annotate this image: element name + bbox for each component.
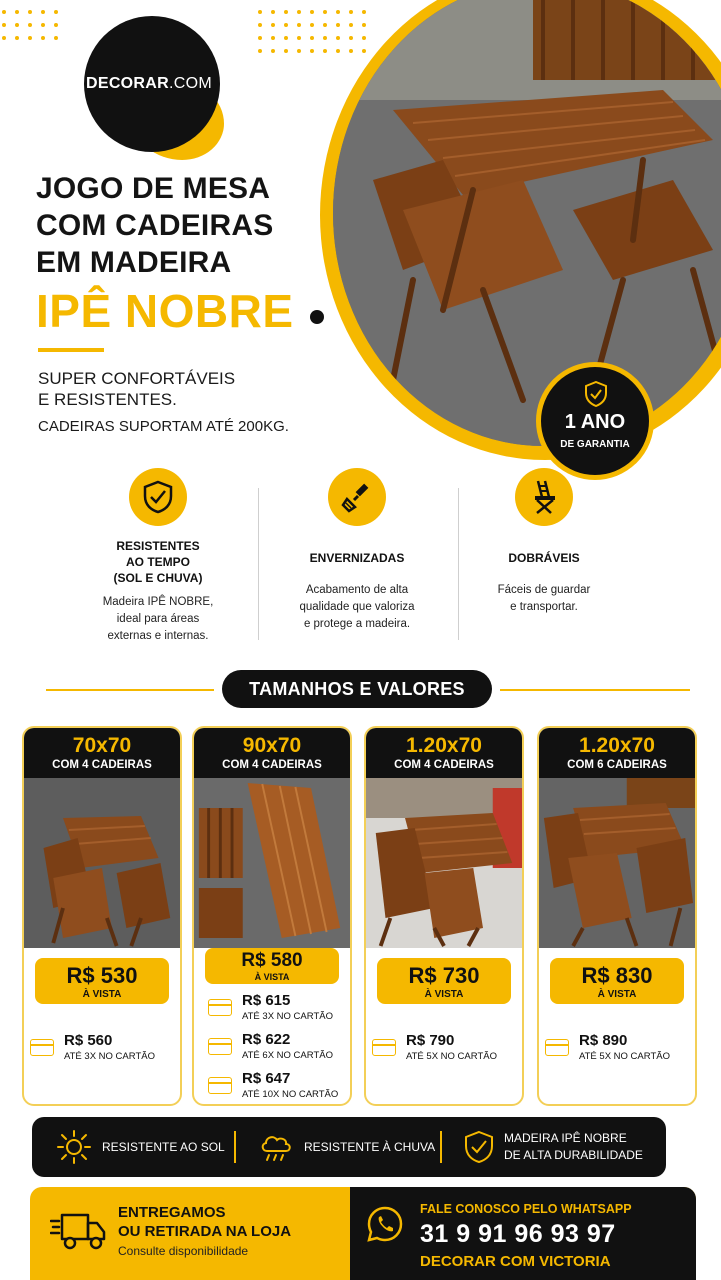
credit-card-icon [208, 999, 232, 1016]
price-cash [35, 958, 169, 1004]
price-cash [205, 948, 339, 984]
credit-card-icon [208, 1077, 232, 1094]
feature-description [444, 582, 644, 616]
feature-desc-line: e transportar. [510, 601, 578, 613]
credit-card-icon [208, 1038, 232, 1055]
installment-label: ATÉ 5X NO CARTÃO [579, 1051, 670, 1062]
feature-desc-line: e protege a madeira. [303, 618, 411, 630]
headline [36, 170, 336, 281]
feature-desc-line: Acabamento de alta [305, 584, 409, 596]
installment-value: R$ 790 [406, 1032, 455, 1049]
product-photo [194, 778, 350, 948]
card-header [24, 728, 180, 778]
feature-foldable [444, 468, 644, 616]
installment-value: R$ 647 [242, 1070, 291, 1087]
section-divider-line [46, 689, 214, 691]
sun-icon [56, 1129, 92, 1165]
benefit-label: RESISTENTE À CHUVA [304, 1139, 436, 1154]
delivery-line: OU RETIRADA NA LOJA [118, 1223, 292, 1240]
feature-description [257, 582, 457, 633]
feature-title [58, 538, 258, 586]
benefit-label [504, 1130, 643, 1164]
feature-desc-line: Madeira IPÊ NOBRE, [102, 596, 214, 608]
card-header [194, 728, 350, 778]
benefit-divider [234, 1131, 236, 1163]
feature-title-line: RESISTENTES [116, 539, 200, 553]
accent-underline [38, 348, 104, 352]
headline-line: COM CADEIRAS [36, 209, 274, 242]
installment-row [545, 1032, 695, 1063]
price-card-70x70[interactable] [22, 726, 182, 1106]
card-size: 1.20x70 [406, 734, 482, 757]
installment-value: R$ 560 [64, 1032, 113, 1049]
product-photo [366, 778, 522, 948]
installment-value: R$ 890 [579, 1032, 628, 1049]
price-value: R$ 530 [66, 963, 138, 988]
shield-check-icon [143, 480, 173, 514]
benefit-divider [440, 1131, 442, 1163]
installment-label: ATÉ 6X NO CARTÃO [242, 1050, 333, 1061]
card-size: 1.20x70 [579, 734, 655, 757]
installment-row [208, 1070, 350, 1101]
card-header [366, 728, 522, 778]
warranty-years: 1 ANO [564, 411, 626, 433]
price-cash [550, 958, 684, 1004]
benefit-label-line: DE ALTA DURABILIDADE [504, 1148, 643, 1162]
feature-desc-line: qualidade que valoriza [299, 601, 415, 613]
product-photo [24, 778, 180, 948]
benefit-label-line: MADEIRA IPÊ NOBRE [504, 1131, 627, 1145]
card-chairs: COM 4 CADEIRAS [52, 759, 152, 771]
shield-check-icon [464, 1130, 494, 1164]
card-size: 70x70 [72, 734, 132, 757]
delivery-truck-icon [50, 1209, 106, 1253]
feature-title: DOBRÁVEIS [508, 551, 580, 565]
benefit-sun [56, 1117, 225, 1177]
credit-card-icon [30, 1039, 54, 1056]
decorative-dots [2, 10, 58, 40]
feature-icon-circle [328, 468, 386, 526]
credit-card-icon [372, 1039, 396, 1056]
card-header [539, 728, 695, 778]
contact-bar [30, 1187, 696, 1280]
feature-desc-line: ideal para áreas [116, 613, 200, 625]
price-label: À VISTA [82, 989, 122, 1000]
price-card-90x70[interactable] [192, 726, 352, 1106]
benefits-bar [32, 1117, 666, 1177]
installment-label: ATÉ 5X NO CARTÃO [406, 1051, 497, 1062]
whatsapp-label: FALE CONOSCO PELO WHATSAPP [420, 1202, 632, 1216]
price-cash [377, 958, 511, 1004]
feature-title: ENVERNIZADAS [309, 551, 405, 565]
product-photo [539, 778, 695, 948]
feature-icon-circle [515, 468, 573, 526]
brand-logo [86, 75, 226, 93]
installment-row [372, 1032, 522, 1063]
price-label: À VISTA [424, 989, 464, 1000]
delivery-note: Consulte disponibilidade [118, 1244, 249, 1258]
contact-name: DECORAR COM VICTORIA [420, 1253, 611, 1270]
feature-title-line: AO TEMPO [125, 555, 190, 569]
decorative-dots [258, 10, 366, 53]
feature-desc-line: Fáceis de guardar [497, 584, 591, 596]
shield-check-icon [585, 381, 607, 407]
feature-weather-resistant [58, 468, 258, 645]
headline-line: JOGO DE MESA [36, 172, 271, 205]
accent-dot [310, 310, 324, 324]
benefit-rain [258, 1117, 435, 1177]
price-value: R$ 580 [241, 950, 303, 971]
phone-number[interactable]: 31 9 91 96 93 97 [420, 1220, 616, 1248]
benefit-label: RESISTENTE AO SOL [102, 1139, 225, 1154]
installment-label: ATÉ 3X NO CARTÃO [64, 1051, 155, 1062]
price-card-120x70-6[interactable] [537, 726, 697, 1106]
benefit-durability [464, 1117, 643, 1177]
headline-line: EM MADEIRA [36, 246, 232, 279]
section-divider-line [500, 689, 690, 691]
feature-title-line: (SOL E CHUVA) [113, 571, 203, 585]
brand-tld: .COM [169, 75, 212, 92]
installment-value: R$ 615 [242, 992, 291, 1009]
delivery-line: ENTREGAMOS [118, 1204, 226, 1221]
paint-brush-icon [341, 481, 373, 513]
folding-chair-icon [529, 479, 559, 515]
installment-label: ATÉ 3X NO CARTÃO [242, 1011, 333, 1022]
subtext [38, 368, 338, 410]
price-label: À VISTA [254, 972, 290, 982]
card-size: 90x70 [242, 734, 302, 757]
installment-row [208, 1031, 350, 1062]
subtext-capacity: CADEIRAS SUPORTAM ATÉ 200KG. [38, 418, 289, 435]
installment-label: ATÉ 10X NO CARTÃO [242, 1089, 339, 1100]
feature-varnished [257, 468, 457, 633]
price-label: À VISTA [597, 989, 637, 1000]
price-value: R$ 830 [581, 963, 653, 988]
feature-icon-circle [129, 468, 187, 526]
warranty-label: DE GARANTIA [560, 439, 630, 450]
warranty-badge [536, 362, 654, 480]
card-chairs: COM 6 CADEIRAS [567, 759, 667, 771]
card-chairs: COM 4 CADEIRAS [394, 759, 494, 771]
credit-card-icon [545, 1039, 569, 1056]
subtext-line: SUPER CONFORTÁVEIS [38, 369, 236, 388]
delivery-text [118, 1203, 291, 1241]
feature-desc-line: externas e internas. [107, 630, 209, 642]
brand-name: DECORAR [86, 75, 169, 92]
installment-value: R$ 622 [242, 1031, 291, 1048]
rain-cloud-icon [258, 1129, 294, 1165]
whatsapp-icon[interactable] [366, 1205, 404, 1243]
subtext-line: E RESISTENTES. [38, 390, 177, 409]
price-value: R$ 730 [408, 963, 480, 988]
installment-row [30, 1032, 180, 1063]
installment-row [208, 992, 350, 1023]
feature-description [58, 594, 258, 645]
card-chairs: COM 4 CADEIRAS [222, 759, 322, 771]
headline-accent: IPÊ NOBRE [36, 285, 294, 337]
section-title: TAMANHOS E VALORES [222, 670, 492, 708]
price-card-120x70-4[interactable] [364, 726, 524, 1106]
